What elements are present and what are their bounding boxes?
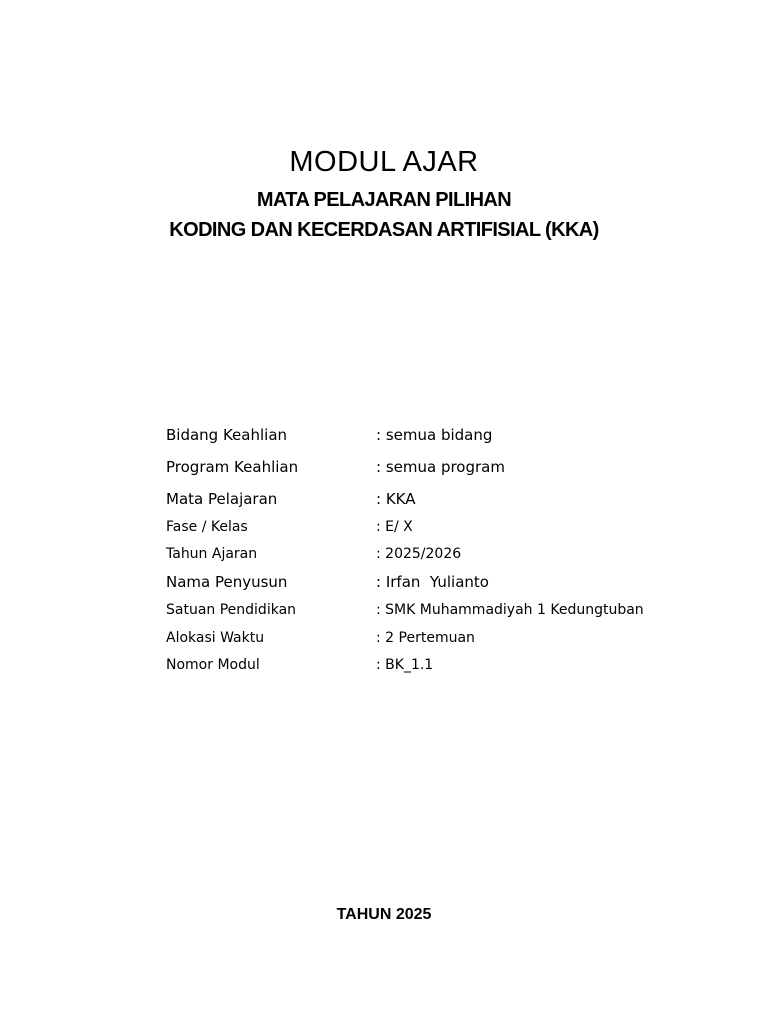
info-label: Fase / Kelas bbox=[166, 519, 248, 535]
info-value: : KKA bbox=[376, 490, 416, 508]
info-label: Satuan Pendidikan bbox=[166, 602, 297, 618]
info-label: Bidang Keahlian bbox=[166, 426, 288, 444]
info-label: Nama Penyusun bbox=[166, 573, 288, 591]
info-value: : SMK Muhammadiyah 1 Kedungtuban bbox=[376, 602, 644, 618]
info-label: Program Keahlian bbox=[166, 458, 299, 476]
info-value: : semua program bbox=[376, 458, 505, 476]
info-value: : semua bidang bbox=[376, 426, 493, 444]
subject-category: MATA PELAJARAN PILIHAN bbox=[256, 189, 512, 211]
document-year: TAHUN 2025 bbox=[336, 906, 432, 923]
info-value: : BK_1.1 bbox=[376, 657, 434, 673]
info-value: : E/ X bbox=[376, 519, 413, 535]
info-value: : 2025/2026 bbox=[376, 546, 462, 562]
info-label: Alokasi Waktu bbox=[166, 630, 265, 646]
info-label: Mata Pelajaran bbox=[166, 490, 278, 508]
info-value: : 2 Pertemuan bbox=[376, 630, 475, 646]
info-label: Nomor Modul bbox=[166, 657, 260, 673]
document-title: MODUL AJAR bbox=[289, 146, 479, 178]
info-label: Tahun Ajaran bbox=[166, 546, 258, 562]
subject-name: KODING DAN KECERDASAN ARTIFISIAL (KKA) bbox=[169, 219, 599, 241]
info-value: : Irfan Yulianto bbox=[376, 573, 489, 591]
